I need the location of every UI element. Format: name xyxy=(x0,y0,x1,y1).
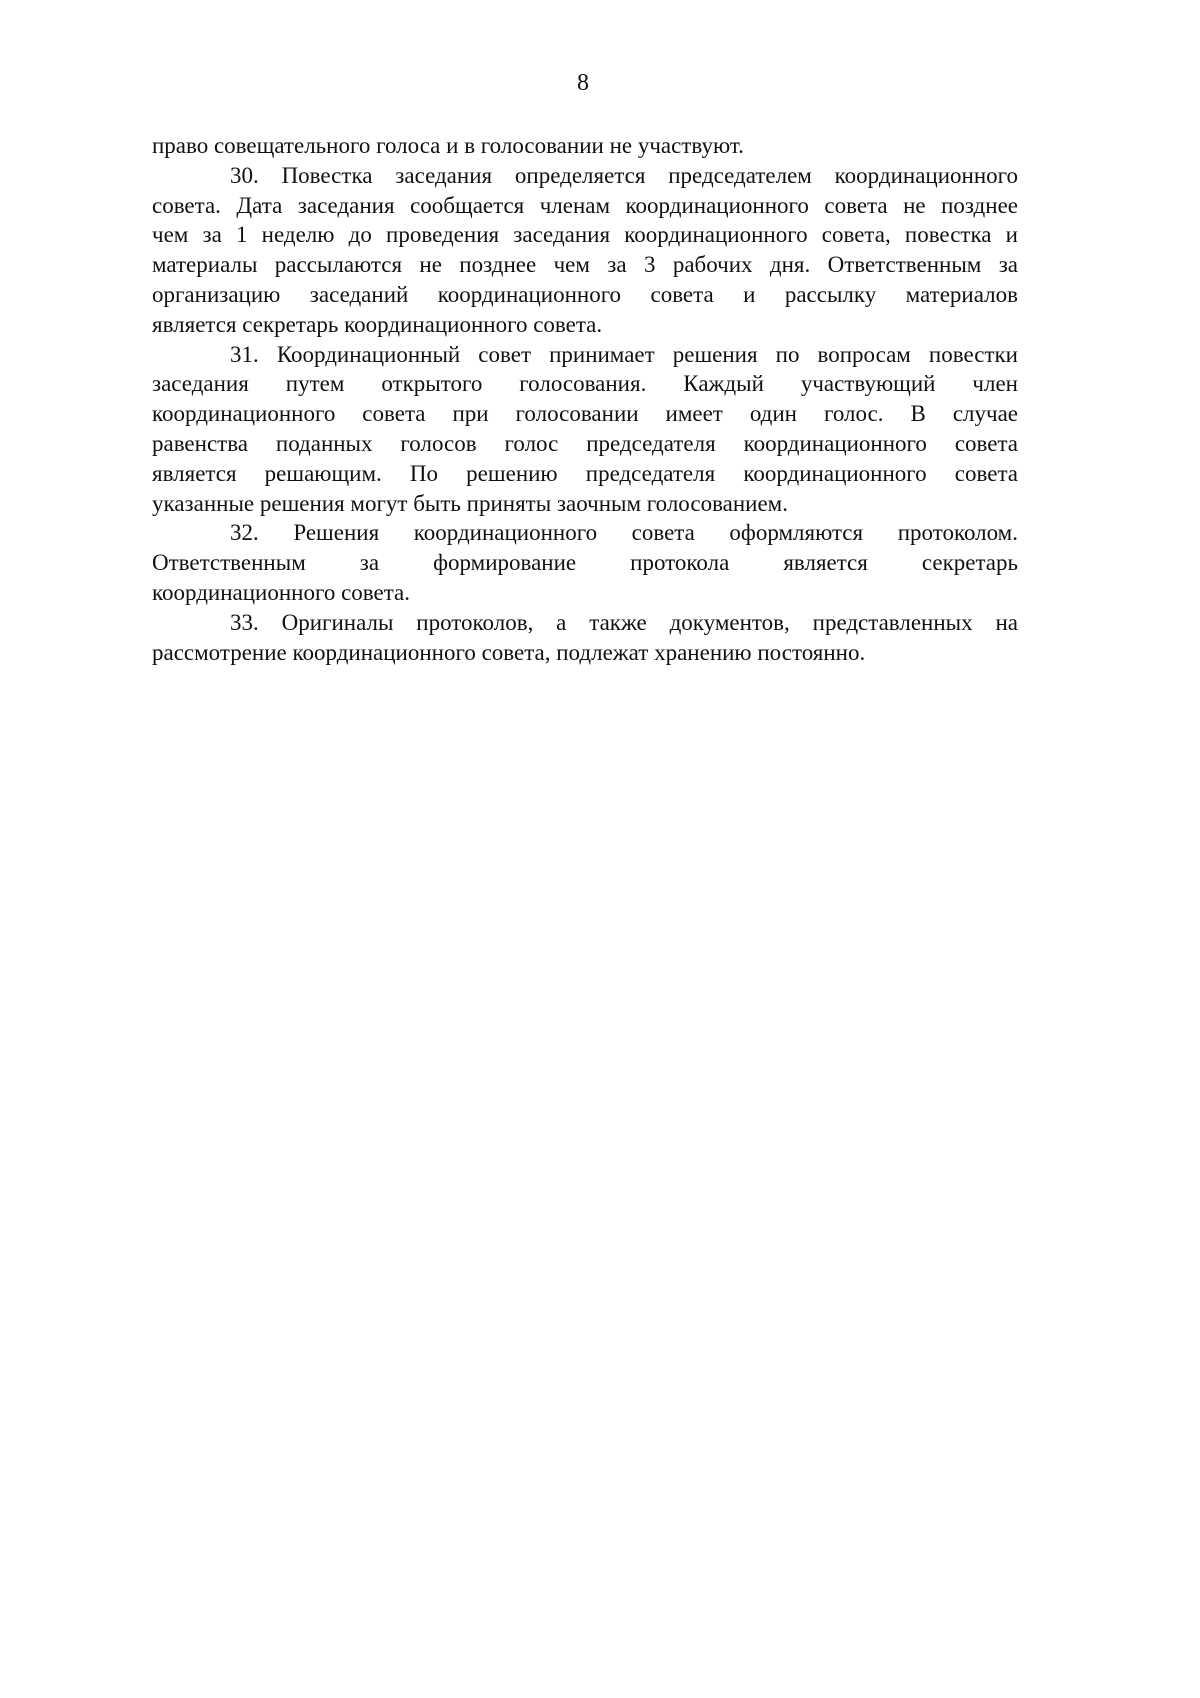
text-line: 30. Повестка заседания определяется председателем координационного xyxy=(230,162,1018,188)
page-number: 8 xyxy=(577,70,589,96)
text-line: координационного совета при голосовании имеет один голос. В случае xyxy=(152,401,1018,427)
text-line: рассмотрение координационного совета, подлежат хранению постоянно. xyxy=(152,639,866,665)
text-line: организацию заседаний координационного совета и рассылку материалов xyxy=(152,281,1018,307)
text-line: 33. Оригиналы протоколов, а также документов, представленных на xyxy=(230,609,1018,635)
text-line: указанные решения могут быть приняты заочным голосованием. xyxy=(152,490,788,516)
text-line: 32. Решения координационного совета оформляются протоколом. xyxy=(230,520,1018,546)
text-line: заседания путем открытого голосования. Каждый участвующий член xyxy=(152,371,1018,397)
text-line: материалы рассылаются не позднее чем за 3 рабочих дня. Ответственным за xyxy=(152,252,1018,278)
text-line: 31. Координационный совет принимает решения по вопросам повестки xyxy=(230,341,1018,367)
text-line: является решающим. По решению председателя координационного совета xyxy=(152,460,1018,486)
text-line: равенства поданных голосов голос председателя координационного совета xyxy=(152,430,1018,456)
text-line: чем за 1 неделю до проведения заседания координационного совета, повестка и xyxy=(152,222,1018,248)
text-line: является секретарь координационного совета. xyxy=(152,311,603,337)
text-line: совета. Дата заседания сообщается членам координационного совета не позднее xyxy=(152,192,1018,218)
text-line: координационного совета. xyxy=(152,579,411,605)
document-body xyxy=(152,131,1018,667)
text-line: право совещательного голоса и в голосовании не участвуют. xyxy=(152,133,744,158)
text-line: Ответственным за формирование протокола является секретарь xyxy=(152,550,1018,576)
